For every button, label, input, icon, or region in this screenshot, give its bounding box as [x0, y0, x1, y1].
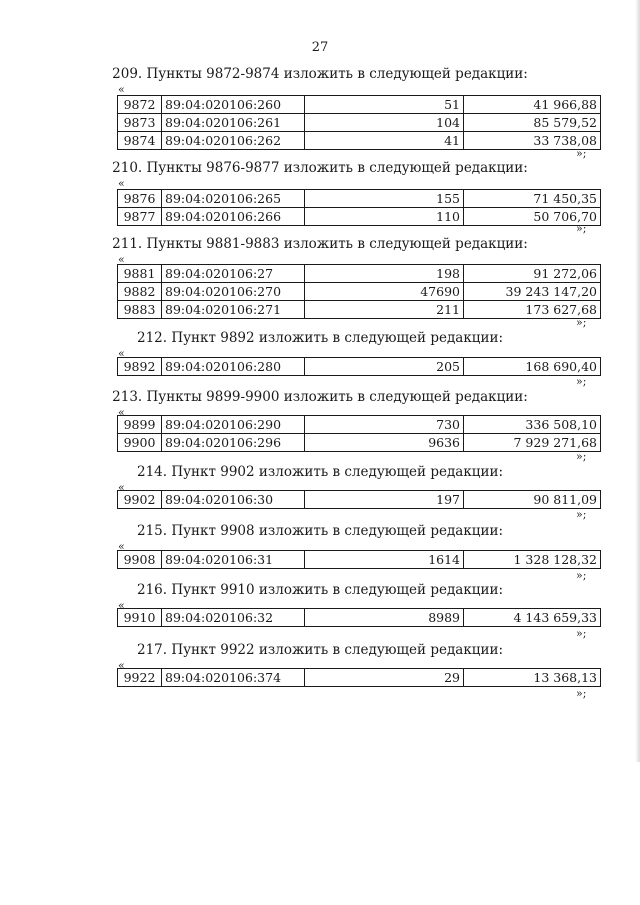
data-table: [117, 264, 601, 319]
open-quote: «: [118, 481, 125, 494]
row-number: 9877: [118, 208, 162, 226]
close-quote: »;: [576, 222, 587, 235]
table-row: [118, 208, 601, 226]
cost-value: 13 368,13: [464, 669, 601, 687]
table-row: [118, 190, 601, 208]
open-quote: «: [118, 83, 125, 96]
close-quote: »;: [576, 687, 587, 700]
cadastral-number: 89:04:020106:266: [162, 208, 305, 226]
close-quote: »;: [576, 147, 587, 160]
section-heading: 211. Пункты 9881-9883 изложить в следующей редакции:: [112, 236, 528, 252]
table-row: [118, 416, 601, 434]
section-heading: 213. Пункты 9899-9900 изложить в следующей редакции:: [112, 389, 528, 405]
area-value: 41: [305, 132, 464, 150]
table-row: [118, 283, 601, 301]
close-quote: »;: [576, 375, 587, 388]
data-table: [117, 490, 601, 509]
table-row: [118, 358, 601, 376]
row-number: 9899: [118, 416, 162, 434]
table-row: [118, 301, 601, 319]
area-value: 197: [305, 491, 464, 509]
close-quote: »;: [576, 450, 587, 463]
cadastral-number: 89:04:020106:32: [162, 609, 305, 627]
data-table: [117, 415, 601, 452]
area-value: 211: [305, 301, 464, 319]
row-number: 9876: [118, 190, 162, 208]
cadastral-number: 89:04:020106:296: [162, 434, 305, 452]
row-number: 9900: [118, 434, 162, 452]
data-table: [117, 357, 601, 376]
cadastral-number: 89:04:020106:27: [162, 265, 305, 283]
close-quote: »;: [576, 508, 587, 521]
cadastral-number: 89:04:020106:271: [162, 301, 305, 319]
open-quote: «: [118, 253, 125, 266]
open-quote: «: [118, 540, 125, 553]
data-table: [117, 189, 601, 226]
section-heading: 214. Пункт 9902 изложить в следующей редакции:: [136, 464, 503, 480]
table-row: [118, 265, 601, 283]
row-number: 9883: [118, 301, 162, 319]
cadastral-number: 89:04:020106:262: [162, 132, 305, 150]
data-table: [117, 608, 601, 627]
table-row: [118, 434, 601, 452]
open-quote: «: [118, 347, 125, 360]
area-value: 110: [305, 208, 464, 226]
section-heading: 215. Пункт 9908 изложить в следующей редакции:: [136, 523, 503, 539]
cost-value: 173 627,68: [464, 301, 601, 319]
open-quote: «: [118, 177, 125, 190]
area-value: 47690: [305, 283, 464, 301]
table-row: [118, 114, 601, 132]
table-row: [118, 669, 601, 687]
area-value: 51: [305, 96, 464, 114]
area-value: 205: [305, 358, 464, 376]
section-heading: 217. Пункт 9922 изложить в следующей редакции:: [136, 642, 503, 658]
row-number: 9881: [118, 265, 162, 283]
data-table: [117, 550, 601, 569]
section-heading: 216. Пункт 9910 изложить в следующей редакции:: [136, 582, 503, 598]
section-heading: 209. Пункты 9872-9874 изложить в следующей редакции:: [112, 66, 528, 82]
table-row: [118, 132, 601, 150]
area-value: 730: [305, 416, 464, 434]
cost-value: 4 143 659,33: [464, 609, 601, 627]
cost-value: 50 706,70: [464, 208, 601, 226]
cadastral-number: 89:04:020106:30: [162, 491, 305, 509]
cost-value: 7 929 271,68: [464, 434, 601, 452]
cost-value: 336 508,10: [464, 416, 601, 434]
row-number: 9873: [118, 114, 162, 132]
row-number: 9902: [118, 491, 162, 509]
section-heading: 210. Пункты 9876-9877 изложить в следующей редакции:: [112, 160, 528, 176]
row-number: 9882: [118, 283, 162, 301]
cost-value: 91 272,06: [464, 265, 601, 283]
cost-value: 33 738,08: [464, 132, 601, 150]
cadastral-number: 89:04:020106:280: [162, 358, 305, 376]
area-value: 29: [305, 669, 464, 687]
page-number: 27: [311, 40, 329, 55]
cadastral-number: 89:04:020106:290: [162, 416, 305, 434]
cost-value: 1 328 128,32: [464, 551, 601, 569]
row-number: 9908: [118, 551, 162, 569]
cadastral-number: 89:04:020106:31: [162, 551, 305, 569]
open-quote: «: [118, 406, 125, 419]
cost-value: 71 450,35: [464, 190, 601, 208]
cadastral-number: 89:04:020106:374: [162, 669, 305, 687]
row-number: 9922: [118, 669, 162, 687]
cost-value: 39 243 147,20: [464, 283, 601, 301]
cost-value: 85 579,52: [464, 114, 601, 132]
cadastral-number: 89:04:020106:270: [162, 283, 305, 301]
row-number: 9892: [118, 358, 162, 376]
row-number: 9910: [118, 609, 162, 627]
data-table: [117, 668, 601, 687]
close-quote: »;: [576, 569, 587, 582]
data-table: [117, 95, 601, 150]
table-row: [118, 551, 601, 569]
close-quote: »;: [576, 627, 587, 640]
cadastral-number: 89:04:020106:265: [162, 190, 305, 208]
table-row: [118, 609, 601, 627]
page-edge-shadow: [635, 0, 640, 762]
area-value: 8989: [305, 609, 464, 627]
cost-value: 168 690,40: [464, 358, 601, 376]
row-number: 9874: [118, 132, 162, 150]
close-quote: »;: [576, 316, 587, 329]
bottom-blank-area: [0, 762, 640, 905]
cost-value: 90 811,09: [464, 491, 601, 509]
cost-value: 41 966,88: [464, 96, 601, 114]
area-value: 198: [305, 265, 464, 283]
area-value: 104: [305, 114, 464, 132]
area-value: 1614: [305, 551, 464, 569]
open-quote: «: [118, 599, 125, 612]
area-value: 155: [305, 190, 464, 208]
cadastral-number: 89:04:020106:260: [162, 96, 305, 114]
open-quote: «: [118, 659, 125, 672]
section-heading: 212. Пункт 9892 изложить в следующей редакции:: [136, 330, 503, 346]
table-row: [118, 491, 601, 509]
cadastral-number: 89:04:020106:261: [162, 114, 305, 132]
row-number: 9872: [118, 96, 162, 114]
area-value: 9636: [305, 434, 464, 452]
table-row: [118, 96, 601, 114]
